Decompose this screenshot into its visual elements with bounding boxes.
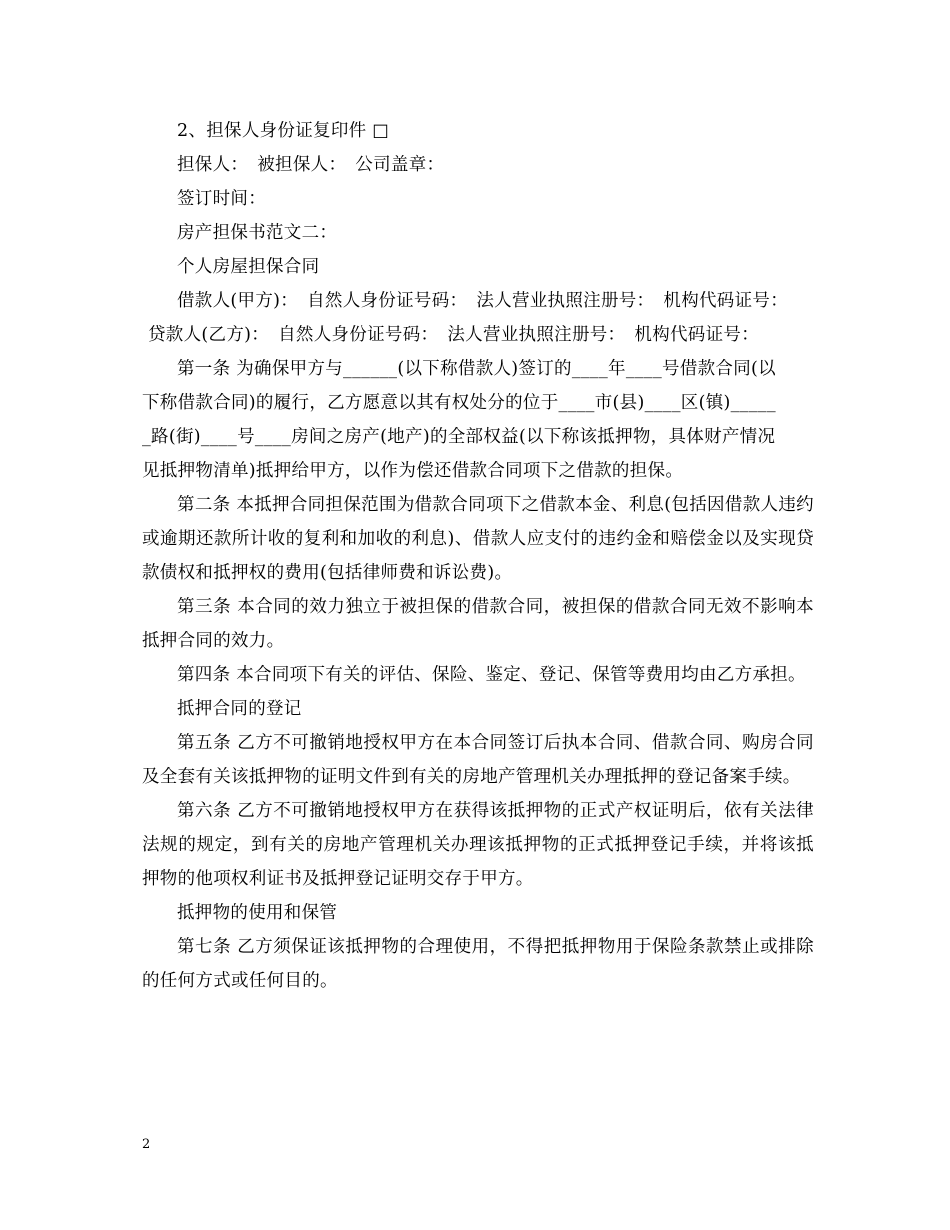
party-b: 贷款人(乙方)： 自然人身份证号码： 法人营业执照注册号： 机构代码证号： bbox=[148, 325, 760, 345]
party-a: 借款人(甲方)： 自然人身份证号码： 法人营业执照注册号： 机构代码证号： bbox=[177, 291, 789, 311]
attachment-item: 2、担保人身份证复印件 □ bbox=[177, 121, 390, 141]
signature-line: 担保人： 被担保人： 公司盖章： bbox=[177, 155, 445, 175]
signing-date: 签订时间： bbox=[177, 189, 266, 209]
article-4: 第四条 本合同项下有关的评估、保险、鉴定、登记、保管等费用均由乙方承担。 bbox=[177, 665, 806, 685]
article-6: 第六条 乙方不可撤销地授权甲方在获得该抵押物的正式产权证明后，依有关法律法规的规定，到有关的房地产管理机关办理该抵押物的正式抵押登记手续，并将该抵押物的他项权利证书及抵押登记证明交存于甲方。 bbox=[142, 801, 814, 889]
article-1-line: 第一条 为确保甲方与______(以下称借款人)签订的____年____号借款合同(以 bbox=[177, 359, 776, 379]
article-3: 第三条 本合同的效力独立于被担保的借款合同，被担保的借款合同无效不影响本抵押合同的效力。 bbox=[142, 597, 814, 651]
sample-title: 房产担保书范文二： bbox=[177, 223, 338, 243]
article-7: 第七条 乙方须保证该抵押物的合理使用，不得把抵押物用于保险条款禁止或排除的任何方式或任何目的。 bbox=[142, 937, 814, 991]
section-heading-registration: 抵押合同的登记 bbox=[177, 699, 302, 719]
article-2: 第二条 本抵押合同担保范围为借款合同项下之借款本金、利息(包括因借款人违约或逾期还款所计收的复利和加收的利息)、借款人应支付的违约金和赔偿金以及实现贷款债权和抵押权的费用(包括律师费和诉讼费)。 bbox=[142, 495, 814, 583]
section-heading-use: 抵押物的使用和保管 bbox=[177, 903, 338, 923]
page-number: 2 bbox=[142, 1137, 151, 1152]
article-5: 第五条 乙方不可撤销地授权甲方在本合同签订后执本合同、借款合同、购房合同及全套有关该抵押物的证明文件到有关的房地产管理机关办理抵押的登记备案手续。 bbox=[142, 733, 814, 787]
article-1-line: 下称借款合同)的履行，乙方愿意以其有权处分的位于____市(县)____区(镇)_____ bbox=[142, 393, 776, 413]
contract-title: 个人房屋担保合同 bbox=[177, 257, 320, 277]
article-1-line: 见抵押物清单)抵押给甲方，以作为偿还借款合同项下之借款的担保。 bbox=[142, 461, 684, 481]
document-body bbox=[142, 114, 814, 998]
article-1-line: _路(街)____号____房间之房产(地产)的全部权益(以下称该抵押物，具体财产情况 bbox=[142, 427, 776, 447]
article-1 bbox=[142, 352, 814, 488]
